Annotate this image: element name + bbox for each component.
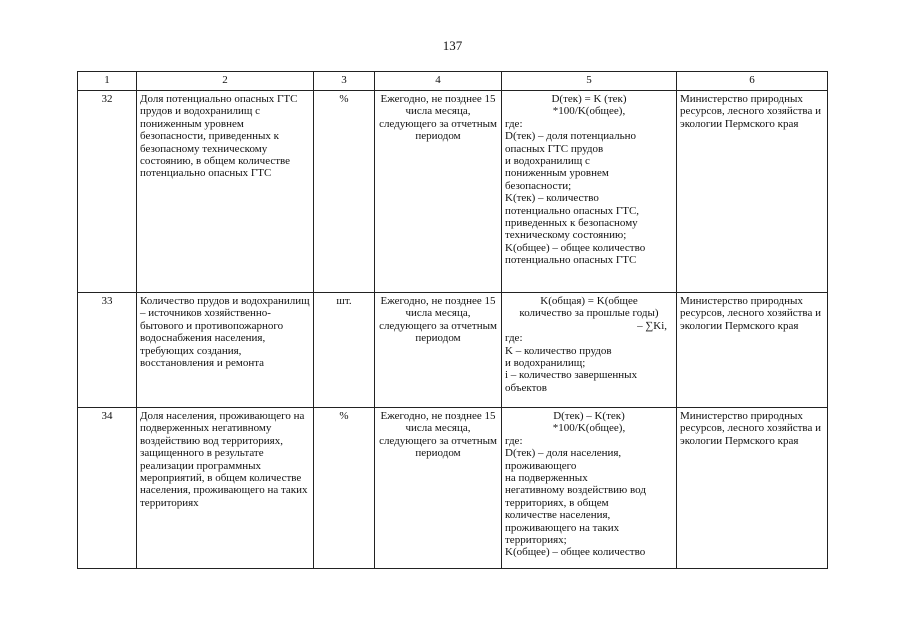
unit-cell: шт.: [314, 293, 375, 408]
table-row: [78, 91, 828, 293]
column-header-3: 3: [314, 72, 375, 91]
formula-line: K(общая) = K(общее: [540, 295, 638, 307]
formula-line: D(тек) – доля потенциально: [505, 130, 637, 143]
responsible-cell: Министерство природных ресурсов, лесного хозяйства и экологии Пермского края: [677, 91, 828, 293]
table-header-row: [78, 72, 828, 91]
responsible-cell: Министерство природных ресурсов, лесного хозяйства и экологии Пермского края: [677, 293, 828, 408]
formula-line: количестве населения,: [505, 509, 611, 522]
indicator-name: Доля населения, проживающего на подверженных негативному воздействию вод территориях, защищенного в результате реализации программных мероприятий, в общем количестве населения, проживающего на таких территориях: [137, 408, 314, 569]
indicators-table: [77, 71, 828, 569]
period-cell: Ежегодно, не позднее 15 числа месяца, следующего за отчетным периодом: [375, 293, 502, 408]
formula-cell: [502, 91, 677, 293]
formula-line: на подверженных: [505, 472, 588, 485]
formula-line: проживающего на таких: [505, 521, 620, 534]
formula-line: D(тек) – K(тек): [553, 410, 625, 422]
period-cell: Ежегодно, не позднее 15 числа месяца, следующего за отчетным периодом: [375, 91, 502, 293]
formula-cell: [502, 408, 677, 569]
formula-line: D(тек) = K (тек): [551, 93, 627, 105]
formula-cell: [502, 293, 677, 408]
formula-line: где:: [505, 117, 523, 130]
formula-line: K(тек) – количество: [505, 192, 599, 205]
page-number: 137: [442, 38, 463, 53]
table-row: [78, 293, 828, 408]
formula-line: объектов: [505, 381, 547, 394]
column-header-5: 5: [502, 72, 677, 91]
formula-line: опасных ГТС прудов: [505, 142, 604, 155]
formula-line: *100/K(общее),: [552, 422, 626, 435]
formula-line: безопасности;: [505, 179, 572, 192]
formula-line: D(тек) – доля населения,: [505, 447, 622, 460]
formula-line: K(общее) – общее количество: [505, 241, 646, 254]
formula-line: *100/K(общее),: [552, 105, 626, 118]
indicator-name: Количество прудов и водохранилищ – источников хозяйственно-бытового и противопожарного водоснабжения населения, требующих создания, восстановления и ремонта: [137, 293, 314, 408]
column-header-2: 2: [137, 72, 314, 91]
column-header-6: 6: [677, 72, 828, 91]
formula-line: негативному воздействию вод: [505, 484, 646, 497]
formula-line: потенциально опасных ГТС: [505, 254, 637, 267]
row-number: 32: [78, 91, 137, 293]
formula-line: потенциально опасных ГТС,: [505, 204, 640, 217]
column-header-1: 1: [78, 72, 137, 91]
formula-line: территориях, в общем: [505, 496, 609, 509]
row-number: 33: [78, 293, 137, 408]
row-number: 34: [78, 408, 137, 569]
formula-line: и водохранилищ с: [505, 155, 590, 168]
formula-line: и водохранилищ;: [505, 357, 586, 370]
unit-cell: %: [314, 91, 375, 293]
unit-cell: %: [314, 408, 375, 569]
formula-line: приведенных к безопасному: [505, 217, 638, 230]
formula-line: i – количество завершенных: [505, 369, 638, 382]
formula-line: количество за прошлые годы): [519, 307, 659, 320]
formula-line: техническому состоянию;: [505, 229, 627, 242]
indicator-name: Доля потенциально опасных ГТС прудов и водохранилищ с пониженным уровнем безопасности, приведенных к безопасному техническому состоянию, в общем количестве потенциально опасных ГТС: [137, 91, 314, 293]
formula-line: территориях;: [505, 534, 567, 547]
period-cell: Ежегодно, не позднее 15 числа месяца, следующего за отчетным периодом: [375, 408, 502, 569]
formula-line: K(общее) – общее количество: [505, 546, 646, 559]
formula-line: проживающего: [505, 459, 577, 472]
column-header-4: 4: [375, 72, 502, 91]
formula-line: где:: [505, 332, 523, 345]
formula-line: K – количество прудов: [505, 344, 612, 357]
formula-line: – ∑Ki,: [637, 319, 667, 332]
responsible-cell: Министерство природных ресурсов, лесного хозяйства и экологии Пермского края: [677, 408, 828, 569]
formula-line: где:: [505, 434, 523, 447]
table-row: [78, 408, 828, 569]
formula-line: пониженным уровнем: [505, 167, 609, 180]
